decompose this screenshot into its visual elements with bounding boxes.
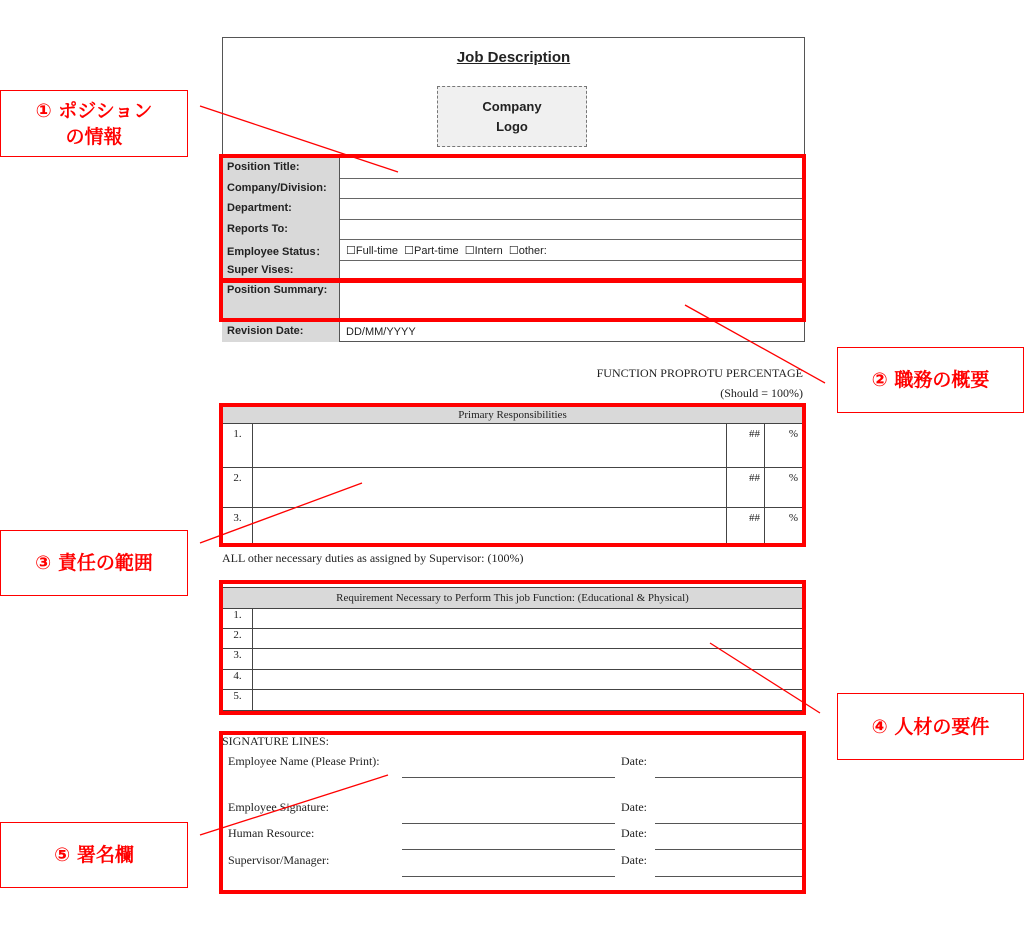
leader-line-2 bbox=[685, 305, 825, 383]
date-label: Date: bbox=[621, 754, 647, 768]
percent-cell: % bbox=[764, 424, 802, 468]
hash-cell: ## bbox=[726, 468, 764, 508]
row-number: 2. bbox=[223, 629, 253, 649]
date-label: Date: bbox=[621, 800, 647, 814]
leader-line-5 bbox=[200, 775, 388, 835]
leader-line-3 bbox=[200, 483, 362, 543]
callout-position-info: ① ポジション の情報 bbox=[0, 90, 188, 157]
field-value[interactable]: ☐Full-time ☐Part-time ☐Intern ☐other: bbox=[340, 240, 805, 261]
field-label: Revision Date: bbox=[222, 322, 340, 342]
field-label: Employee Status： bbox=[222, 240, 340, 261]
hash-cell: ## bbox=[726, 424, 764, 468]
row-number: 4. bbox=[223, 670, 253, 690]
function-note: (Should = 100%) bbox=[720, 386, 803, 400]
row-number: 3. bbox=[223, 649, 253, 670]
signature-heading: SIGNATURE LINES: bbox=[222, 734, 329, 748]
percent-cell: % bbox=[764, 468, 802, 508]
field-label: Position Summary: bbox=[222, 281, 340, 322]
row-number: 3. bbox=[223, 508, 253, 546]
logo-line-2: Logo bbox=[496, 118, 528, 134]
row-number: 1. bbox=[223, 424, 253, 468]
leader-line-1 bbox=[200, 106, 398, 172]
field-label: Department: bbox=[222, 199, 340, 220]
hash-cell: ## bbox=[726, 508, 764, 546]
callout-signatures: ⑤ 署名欄 bbox=[0, 822, 188, 888]
field-label: Reports To: bbox=[222, 220, 340, 240]
row-number: 1. bbox=[223, 609, 253, 629]
percent-cell: % bbox=[764, 508, 802, 546]
callout-job-summary: ② 職務の概要 bbox=[837, 347, 1024, 413]
signature-label: Human Resource: bbox=[228, 826, 315, 840]
date-label: Date: bbox=[621, 853, 647, 867]
requirements-header: Requirement Necessary to Perform This job Function: (Educational & Physical) bbox=[223, 588, 803, 609]
field-label: Company/Division: bbox=[222, 179, 340, 199]
signature-label: Employee Signature: bbox=[228, 800, 329, 814]
date-label: Date: bbox=[621, 826, 647, 840]
other-duties-note: ALL other necessary duties as assigned by Supervisor: (100%) bbox=[222, 551, 524, 565]
document-title: Job Description bbox=[456, 49, 571, 66]
field-value[interactable]: DD/MM/YYYY bbox=[346, 326, 416, 338]
callout-responsibilities: ③ 責任の範囲 bbox=[0, 530, 188, 596]
row-number: 5. bbox=[223, 690, 253, 711]
field-label: Super Vises: bbox=[222, 261, 340, 281]
callout-requirements: ④ 人材の要件 bbox=[837, 693, 1024, 760]
row-number: 2. bbox=[223, 468, 253, 508]
responsibilities-header: Primary Responsibilities bbox=[223, 406, 803, 424]
logo-line-1: Company bbox=[482, 98, 542, 114]
signature-label: Supervisor/Manager: bbox=[228, 853, 330, 867]
function-heading: FUNCTION PROPROTU PERCENTAGE bbox=[596, 366, 803, 380]
field-label: Position Title: bbox=[222, 158, 340, 179]
leader-line-4 bbox=[710, 643, 820, 713]
signature-label: Employee Name (Please Print): bbox=[228, 754, 380, 768]
